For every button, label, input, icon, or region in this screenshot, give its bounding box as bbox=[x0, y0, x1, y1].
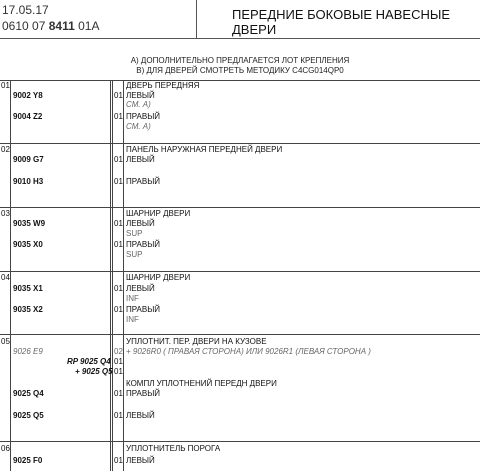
part-number: 9004 Z2 bbox=[13, 112, 43, 121]
document-title: ПЕРЕДНИЕ БОКОВЫЕ НАВЕСНЫЕ ДВЕРИ bbox=[232, 7, 451, 37]
quantity: 01 bbox=[114, 305, 123, 314]
part-number: 9010 H3 bbox=[13, 177, 44, 186]
document-header bbox=[0, 0, 480, 39]
column-divider-no bbox=[10, 80, 11, 471]
part-description: ПРАВЫЙ bbox=[126, 389, 161, 398]
section-number: 01 bbox=[1, 81, 10, 90]
part-number: 9035 X1 bbox=[13, 284, 43, 293]
quantity: 01 bbox=[114, 155, 123, 164]
part-note: SUP bbox=[126, 250, 143, 259]
section-divider bbox=[0, 334, 480, 335]
part-description: ПРАВЫЙ bbox=[126, 177, 161, 186]
part-number-alternative: 9026 E9 bbox=[13, 347, 43, 356]
part-number: 9035 W9 bbox=[13, 219, 46, 228]
part-description: ПРАВЫЙ bbox=[126, 305, 161, 314]
section-divider bbox=[0, 80, 480, 81]
part-note: СМ. А) bbox=[126, 122, 151, 131]
quantity: 01 bbox=[114, 456, 123, 465]
quantity: 01 bbox=[114, 367, 123, 376]
part-note: INF bbox=[126, 315, 139, 324]
part-description: ЛЕВЫЙ bbox=[126, 219, 155, 228]
part-description: ПРАВЫЙ bbox=[126, 240, 161, 249]
replacement-part: + 9025 Q5 bbox=[75, 367, 113, 376]
section-number: 06 bbox=[1, 444, 10, 453]
document-reference bbox=[2, 19, 99, 33]
section-title: УПЛОТНИТЕЛЬ ПОРОГА bbox=[126, 444, 221, 453]
reference-prefix: 0610 07 bbox=[2, 19, 49, 33]
document-date: 17.05.17 bbox=[2, 3, 49, 17]
reference-suffix: 01A bbox=[74, 19, 100, 33]
section-divider bbox=[0, 207, 480, 208]
section-title: УПЛОТНИТ. ПЕР. ДВЕРИ НА КУЗОВЕ bbox=[126, 337, 267, 346]
part-number: 9025 F0 bbox=[13, 456, 43, 465]
quantity: 01 bbox=[114, 357, 123, 366]
column-divider-part-b bbox=[112, 80, 113, 471]
part-number: 9002 Y8 bbox=[13, 91, 43, 100]
part-description: ПРАВЫЙ bbox=[126, 112, 161, 121]
section-divider bbox=[0, 441, 480, 442]
section-divider bbox=[0, 271, 480, 272]
section-number: 03 bbox=[1, 209, 10, 218]
quantity: 01 bbox=[114, 219, 123, 228]
replacement-part: RP 9025 Q4 bbox=[67, 357, 111, 366]
section-title: ДВЕРЬ ПЕРЕДНЯЯ bbox=[126, 81, 200, 90]
note-a: А) ДОПОЛНИТЕЛЬНО ПРЕДЛАГАЕТСЯ ЛОТ КРЕПЛЕНИЯ bbox=[130, 56, 350, 65]
part-description: ЛЕВЫЙ bbox=[126, 155, 155, 164]
section-subtitle: КОМПЛ УПЛОТНЕНИЙ ПЕРЕДН ДВЕРИ bbox=[126, 379, 277, 388]
part-note: INF bbox=[126, 294, 139, 303]
section-title: ПАНЕЛЬ НАРУЖНАЯ ПЕРЕДНЕЙ ДВЕРИ bbox=[126, 145, 283, 154]
column-divider-part-a bbox=[110, 80, 111, 471]
section-number: 04 bbox=[1, 273, 10, 282]
part-note: СМ. А) bbox=[126, 100, 151, 109]
section-title: ШАРНИР ДВЕРИ bbox=[126, 209, 191, 218]
quantity: 01 bbox=[114, 112, 123, 121]
part-description: ЛЕВЫЙ bbox=[126, 411, 155, 420]
column-divider-qty bbox=[123, 80, 124, 471]
header-divider bbox=[196, 0, 197, 38]
part-number: 9035 X2 bbox=[13, 305, 43, 314]
section-number: 05 bbox=[1, 337, 10, 346]
quantity: 02 bbox=[114, 347, 123, 356]
quantity: 01 bbox=[114, 389, 123, 398]
quantity: 01 bbox=[114, 411, 123, 420]
part-description: ЛЕВЫЙ bbox=[126, 91, 155, 100]
quantity: 01 bbox=[114, 177, 123, 186]
reference-bold: 8411 bbox=[48, 19, 75, 33]
part-number: 9035 X0 bbox=[13, 240, 43, 249]
section-title: ШАРНИР ДВЕРИ bbox=[126, 273, 191, 282]
quantity: 01 bbox=[114, 240, 123, 249]
part-number: 9009 G7 bbox=[13, 155, 44, 164]
part-note: SUP bbox=[126, 229, 143, 238]
quantity: 01 bbox=[114, 284, 123, 293]
quantity: 01 bbox=[114, 91, 123, 100]
section-divider bbox=[0, 143, 480, 144]
section-number: 02 bbox=[1, 145, 10, 154]
part-number: 9025 Q4 bbox=[13, 389, 44, 398]
part-description: + 9026R0 ( ПРАВАЯ СТОРОНА) ИЛИ 9026R1 (ЛЕВАЯ СТОРОНА ) bbox=[126, 347, 371, 356]
part-description: ЛЕВЫЙ bbox=[126, 456, 155, 465]
note-b: В) ДЛЯ ДВЕРЕЙ СМОТРЕТЬ МЕТОДИКУ C4CG014QP0 bbox=[136, 66, 344, 75]
part-number: 9025 Q5 bbox=[13, 411, 44, 420]
part-description: ЛЕВЫЙ bbox=[126, 284, 155, 293]
